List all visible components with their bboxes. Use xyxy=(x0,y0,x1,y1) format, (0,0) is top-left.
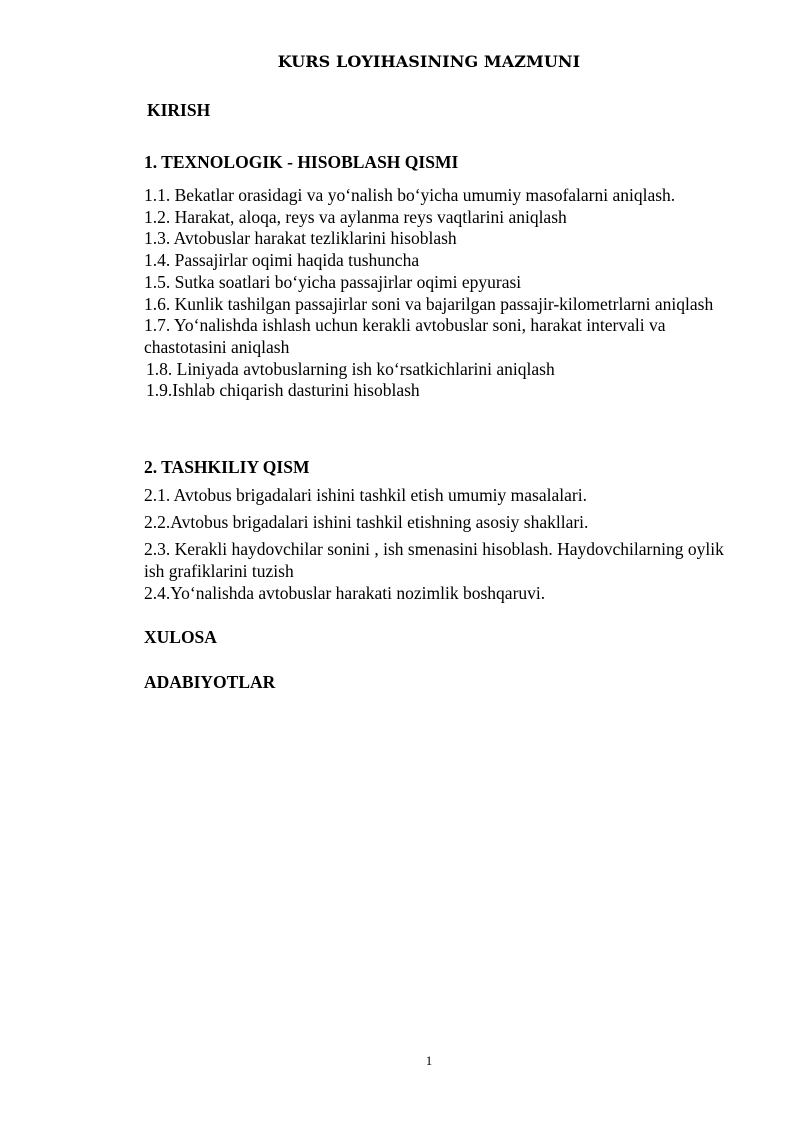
conclusion-heading: XULOSA xyxy=(144,627,217,647)
list-item: 1.6. Kunlik tashilgan passajirlar soni va bajarilgan passajir-kilometrlarni aniqlash xyxy=(144,293,714,314)
section-2-heading: 2. TASHKILIY QISM xyxy=(144,457,310,477)
section-2-list xyxy=(144,485,744,605)
section-1-heading: 1. TEXNOLOGIK - HISOBLASH QISMI xyxy=(144,152,459,172)
list-item: 2.2.Avtobus brigadalari ishini tashkil etishning asosiy shakllari. xyxy=(144,512,589,533)
list-item: 2.1. Avtobus brigadalari ishini tashkil etish umumiy masalalari. xyxy=(144,485,587,505)
list-item: 1.7. Yo‘nalishda ishlash uchun kerakli avtobuslar soni, harakat intervali va chastotasini aniqlash xyxy=(144,315,666,357)
list-item: 1.3. Avtobuslar harakat tezliklarini hisoblash xyxy=(144,228,457,249)
section-1-list xyxy=(144,185,744,402)
list-item: 1.4. Passajirlar oqimi haqida tushuncha xyxy=(144,250,420,271)
list-item: 1.9.Ishlab chiqarish dasturini hisoblash xyxy=(146,380,420,401)
document-title: KURS LOYIHASINING MAZMUNI xyxy=(277,52,581,71)
list-item: 2.3. Kerakli haydovchilar sonini , ish smenasini hisoblash. Haydovchilarning oylik ish grafiklarini tuzish xyxy=(144,539,724,582)
list-item: 1.8. Liniyada avtobuslarning ish ko‘rsatkichlarini aniqlash xyxy=(146,358,555,379)
page-number: 1 xyxy=(425,1053,433,1068)
list-item: 1.2. Harakat, aloqa, reys va aylanma reys vaqtlarini aniqlash xyxy=(144,206,567,227)
list-item: 1.1. Bekatlar orasidagi va yo‘nalish bo‘yicha umumiy masofalarni aniqlash. xyxy=(144,185,676,205)
list-item: 1.5. Sutka soatlari bo‘yicha passajirlar oqimi epyurasi xyxy=(144,271,522,292)
intro-heading: KIRISH xyxy=(147,100,211,120)
references-heading: ADABIYOTLAR xyxy=(144,672,276,692)
list-item: 2.4.Yo‘nalishda avtobuslar harakati nozimlik boshqaruvi. xyxy=(144,582,546,603)
